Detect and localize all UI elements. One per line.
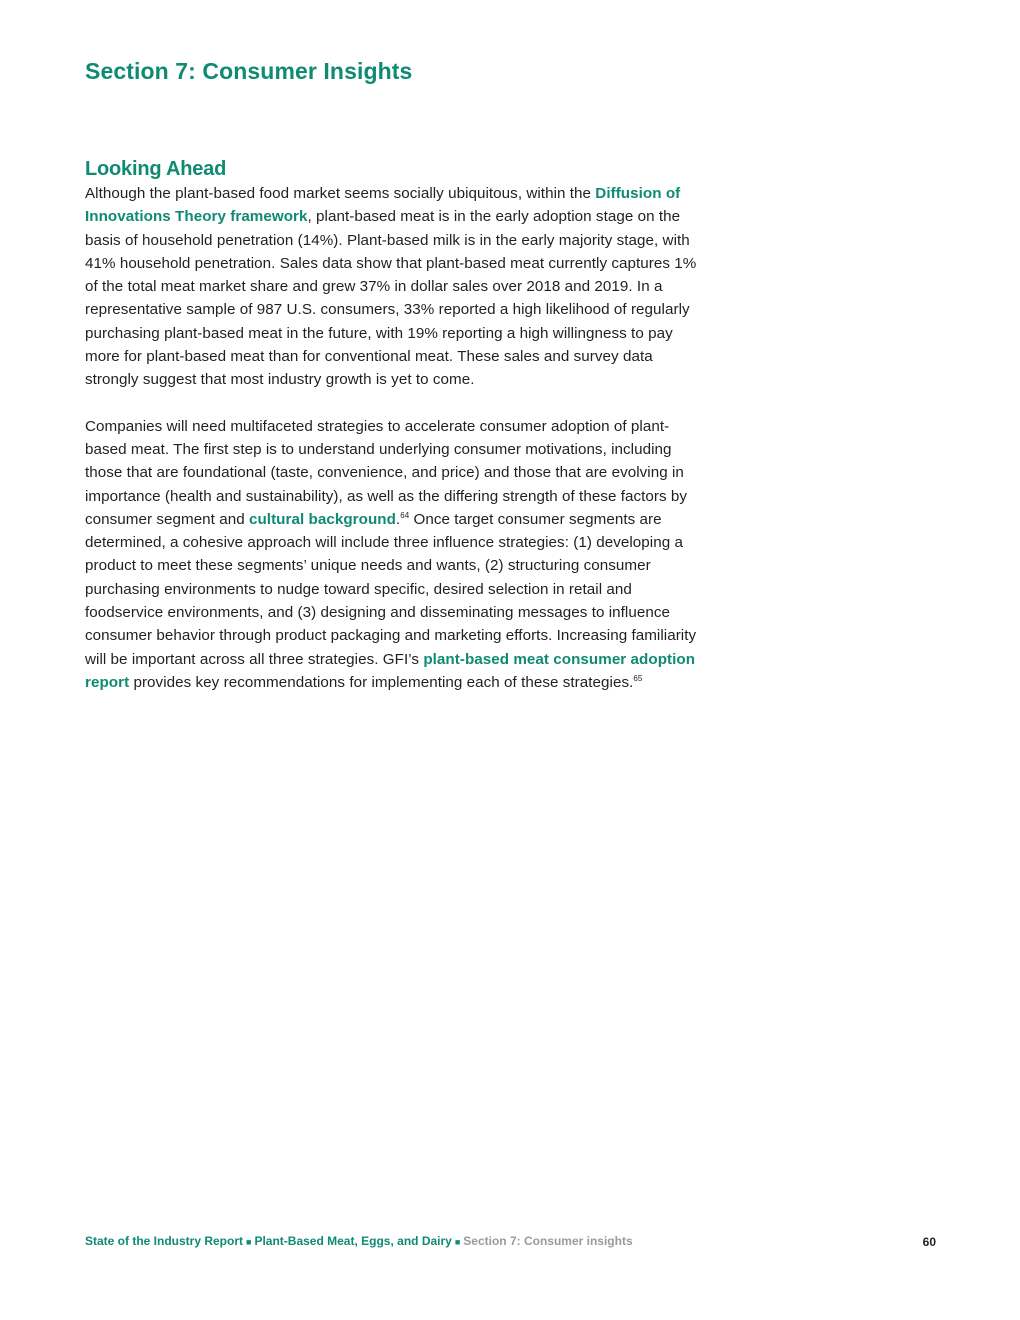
p2-text-3: Once target consumer segments are determined, a cohesive approach will include three influence strategies: (1) developing a product to meet these segments’ unique needs and wants, (2) structuring consumer purchasing environments to nudge toward specific, desired selection in retail and foodservice environments, and (3) designing and disseminating messages to influence consumer behavior through product packaging and marketing efforts. Increasing familiarity will be important across all three strategies. GFI’s [85,510,697,668]
footnote-64[interactable]: 64 [400,510,410,520]
consumer-adoption-report-link[interactable]: plant-based meat consumer adoption report [85,650,696,691]
breadcrumb-category[interactable]: Plant-Based Meat, Eggs, and Dairy [254,1234,452,1248]
p2-text-2: . [395,510,401,528]
looking-ahead-heading: Looking Ahead [85,158,227,180]
breadcrumb-report[interactable]: State of the Industry Report [85,1234,244,1248]
article-body [85,156,700,694]
footnote-65[interactable]: 65 [633,673,643,683]
p1-text-2: , plant-based meat is in the early adoption stage on the basis of household penetration (14%). Plant-based milk is in the early majority stage, with 41% household penetration. Sales data show that plant-based meat currently captures 1% of the total meat market share and grew 37% in dollar sales over 2018 and 2019. In a representative sample of 987 U.S. consumers, 33% reported a high likelihood of regularly purchasing plant-based meat in the future, with 19% reporting a high willingness to pay more for plant-based meat than for conventional meat. These sales and survey data strongly suggest that most industry growth is yet to come. [85,208,697,389]
paragraph-2 [85,415,700,695]
paragraph-1 [85,182,700,392]
section-title: Section 7: Consumer Insights [85,58,413,84]
breadcrumb-separator-icon: ■ [246,1237,252,1247]
cultural-background-link[interactable]: cultural background [248,510,396,528]
p1-text-1: Although the plant-based food market seems socially ubiquitous, within the [85,185,596,202]
diffusion-of-innovations-link[interactable]: Diffusion of Innovations Theory framework [85,185,681,226]
page-number: 60 [922,1235,936,1249]
breadcrumb-separator-icon: ■ [454,1237,461,1247]
p2-text-1: Companies will need multifaceted strategies to accelerate consumer adoption of plant-based meat. The first step is to understand underlying consumer motivations, including those that are foundational (taste, convenience, and price) and those that are evolving in importance (health and sustainability), as well as the differing strength of these factors by consumer segment and [85,417,688,528]
breadcrumb-current-section: Section 7: Consumer insights [463,1234,633,1248]
footer-breadcrumb [85,1234,633,1248]
p2-text-4: provides key recommendations for implementing each of these strategies. [129,673,634,691]
